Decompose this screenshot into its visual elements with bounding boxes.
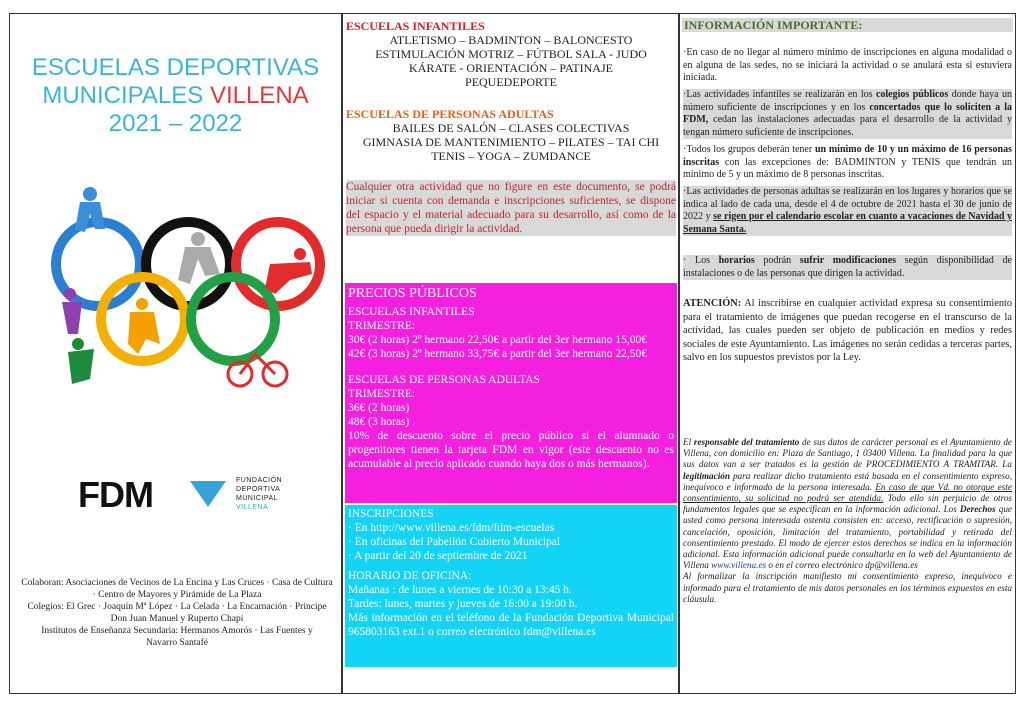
infantiles-section: ESCUELAS INFANTILES ATLETISMO – BADMINTON – BALONCESTO ESTIMULACIÓN MOTRIZ – FÚTBOL SALA - JUDO KÁRATE - ORIENTACIÓN – PATINAJE PEQUEDEPORTE [346,19,647,89]
privacy-clause: El responsable del tratamiento de sus datos de carácter personal es el Ayuntamiento de Villena, con domicilio en: Plaza de Santiago, 1 03400 Villena. La finalidad para la que sus datos van a ser tratados es la gestión de PROCEDIMIENTO A TRAMITAR. La legitimación para realizar dicho tratamiento está basada en el consentimiento expreso, inequívoco e informado de la persona interesada. En caso de que Vd. no otorgue este consentimiento, su solicitud no podrá ser atendida. Todo ello sin perjuicio de otros fundamentos legales que se especifican en la información adicional. Los Derechos que usted como persona interesada ostenta consisten en: acceso, rectificación o supresión, cancelación, oposición, limitación del tratamiento, portabilidad y retirada del consentimiento prestado. El modo de ejercer estos derechos se indica en la información adicional. Esta información adicional puede consultarla en la web del Ayuntamiento de Villena www.villena.es o en el correo electrónico dp@villena.es Al formalizar la inscripción manifiesto mi consentimiento expreso, inequívoco e informado para el tratamiento de mis datos personales en los términos expuestos en esta cláusula. [683,437,1012,604]
info-paragraph-5: · Los horarios podrán sufrir modificaciones según disponibilidad de instalaciones o de las personas que dirigen la actividad. [683,255,1012,279]
adultos-section: ESCUELAS DE PERSONAS ADULTAS BAILES DE SALÓN – CLASES COLECTIVAS GIMNASIA DE MANTENIMIENTO – PILATES – TAI CHI TENIS – YOGA – ZUMDANCE [346,107,660,163]
info-paragraph-1: ·En caso de no llegar al número mínimo de inscripciones en alguna modalidad o en alguna de las sedes, no se iniciará la actividad o se anulará esta si estuviera iniciada. [683,47,1012,83]
website-link[interactable]: www.villena.es [711,560,767,571]
logo-triangle-icon [190,481,226,507]
inscriptions-box: INSCRIPCIONES · En http://www.villena.es/fdm/fdm-escuelas · En oficinas del Pabellón Cubierto Municipal · A partir del 20 de septiembre de 2021 HORARIO DE OFICINA: Mañanas : de lunes a viernes de 10:30 a 13:45 h. Tardes: lunes, martes y jueves de 16:00 a 19:00 h. Más información en el teléfono de la Fundación Deportiva Municipal 965803163 ext.1 o correo electrónico fdm@villena.es [345,505,677,667]
prices-box: PRECIOS PÚBLICOS ESCUELAS INFANTILES TRIMESTRE: 30€ (2 horas) 2º hermano 22,50€ a partir del 3er hermano 15,00€ 42€ (3 horas) 2º hermano 33,75€ a partir del 3er hermano 22,50€ ESCUELAS DE PERSONAS ADULTAS TRIMESTRE: 36€ (2 horas) 48€ (3 horas) 10% de descuento sobre el precio público si el alumnado o progenitores tienen la tarjeta FDM en vigor (este descuento no es acumulable al precio aplicado cuando haya dos o más hermanos). [345,283,677,503]
fdm-logo: FDM FUNDACIÓN DEPORTIVA MUNICIPAL VILLENA [78,474,283,515]
activities-panel [342,13,679,694]
info-paragraph-2: ·Las actividades infantiles se realizarán en los colegios públicos donde haya un número suficiente de inscripciones y en los concertados que lo soliciten a la FDM, cedan las instalaciones adecuadas para el desarrollo de la actividad y tengan número suficiente de inscripciones. [683,89,1012,138]
inscription-link[interactable]: · En http://www.villena.es/fdm/fdm-escuelas [348,522,555,534]
other-activities-note: Cualquier otra actividad que no figure en este documento, se podrá iniciar si cuenta con demanda e inscripciones suficientes, se dispone del espacio y el material adecuado para su desarrollo, así como de la persona que pueda dirigir la actividad. [346,181,676,235]
cover-panel [9,13,342,694]
info-paragraph-4: ·Las actividades de personas adultas se realizarán en los lugares y horarios que se indica al lado de cada una, desde el 4 de octubre de 2021 hasta el 30 de junio de 2022 y se rigen por el calendario escolar en cuanto a vacaciones de Navidad y Semana Santa. [683,186,1012,235]
info-paragraph-3: ·Todos los grupos deberán tener un mínimo de 10 y un máximo de 16 personas inscritas con las excepciones de: BADMINTON y TENIS que tendrán un mínimo de 5 y un máximo de 8 personas inscritas. [683,144,1013,180]
attention-paragraph: ATENCIÓN: Al inscribirse en cualquier actividad expresa su consentimiento para el tratamiento de imágenes que puedan recogerse en el transcurso de la actividad, las cuales pueden ser objeto de publicación en medios y redes sociales de este Ayuntamiento. Las imágenes no serán cedidas a terceras partes, salvo en los supuestos previstos por la Ley. [683,298,1012,363]
info-heading: INFORMACIÓN IMPORTANTE: [682,18,1013,32]
brochure-title: ESCUELAS DEPORTIVAS MUNICIPALES VILLENA 2021 – 2022 [31,54,320,137]
collaborators: Colaboran: Asociaciones de Vecinos de La Encina y Las Cruces · Casa de Cultura · Centro de Mayores y Pirámide de La Plaza Colegios: El Grec · Joaquín Mª López · La Celada · La Encarnación · Príncipe Don Juan Manuel y Ruperto Chapí Institutos de Enseñanza Secundaria: Hermanos Amorós · Las Fuentes y Navarro Santafé [21,578,333,648]
olympic-rings-athletes-illustration [50,184,335,399]
info-panel [679,13,1016,694]
